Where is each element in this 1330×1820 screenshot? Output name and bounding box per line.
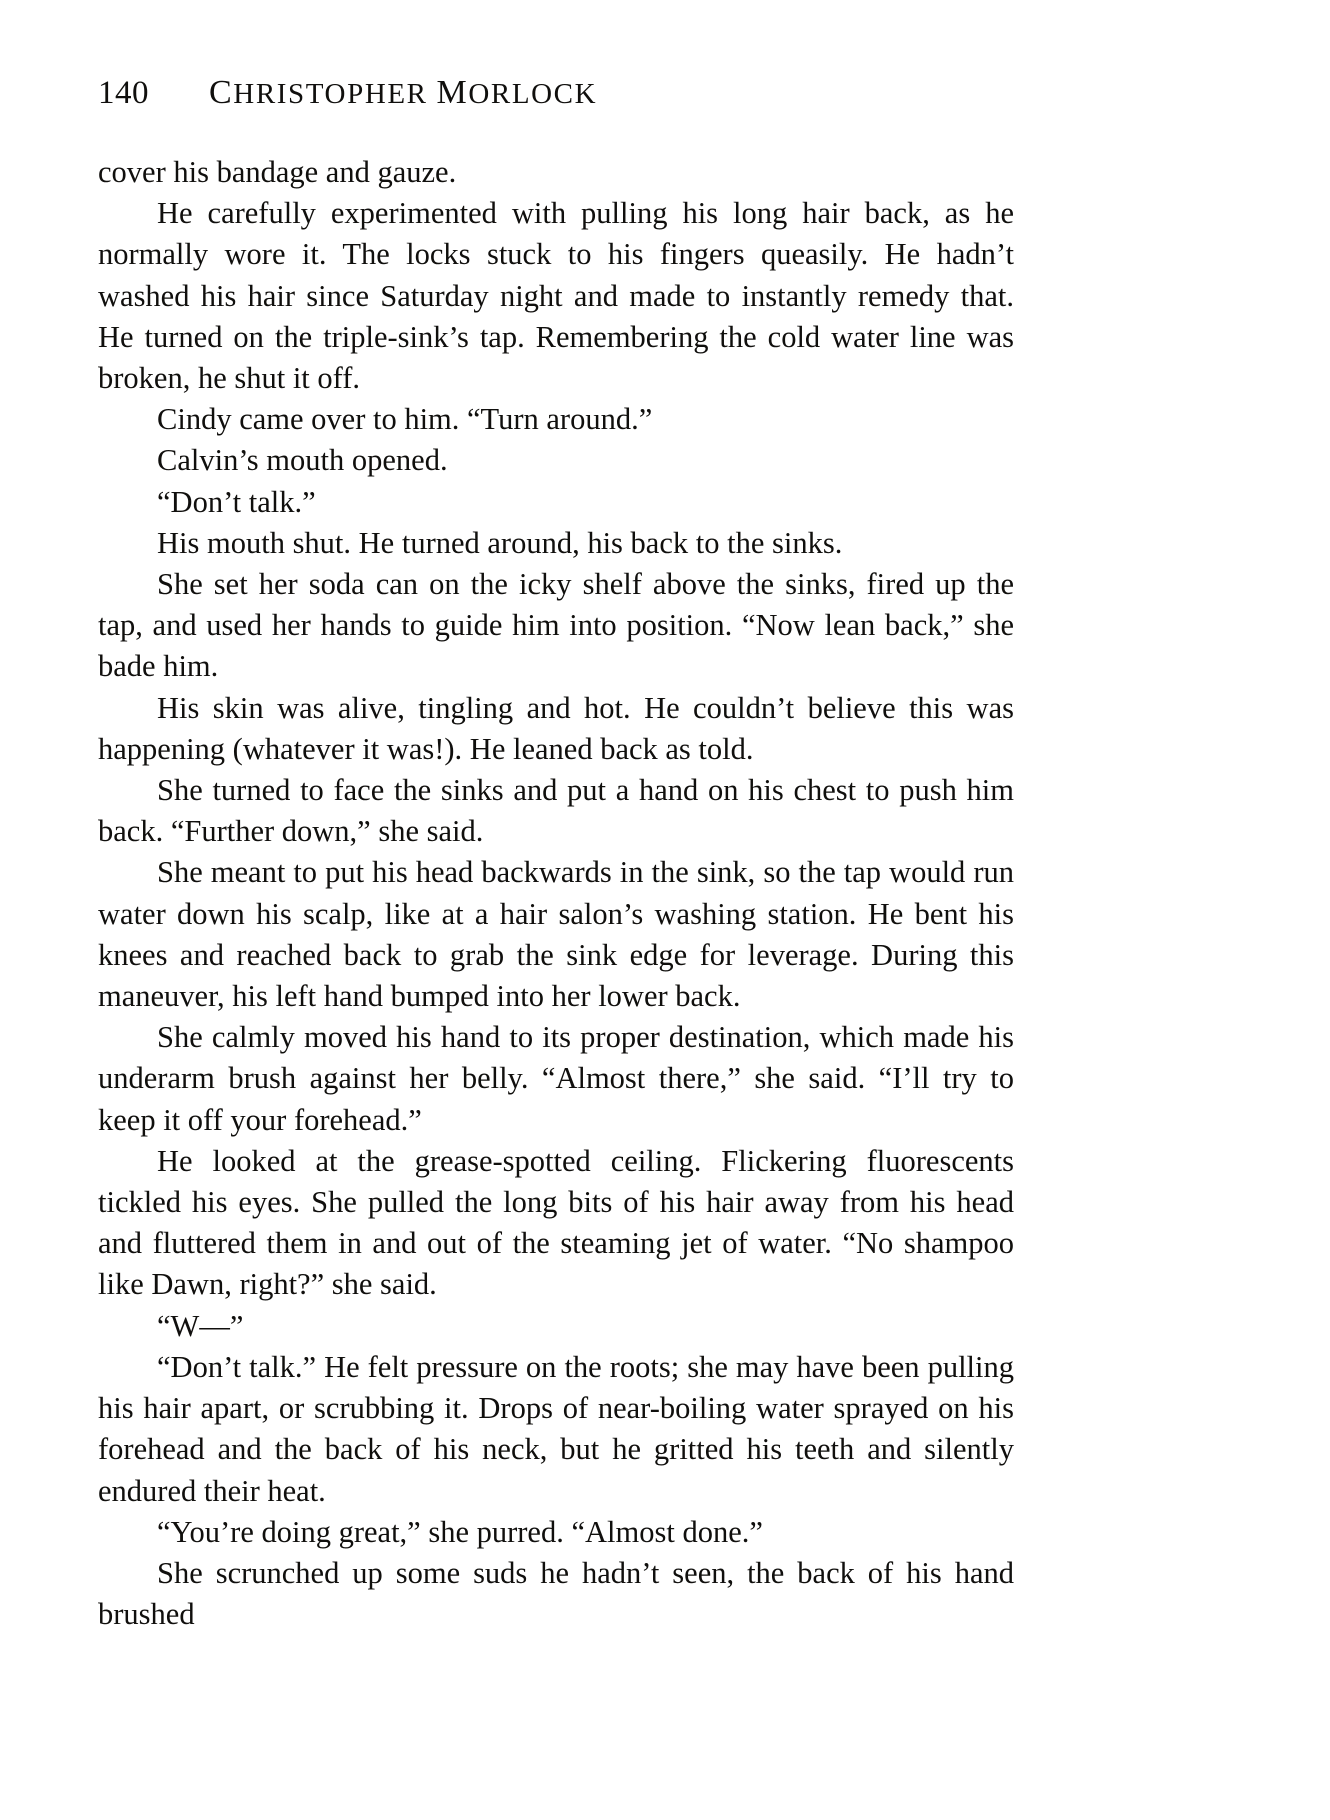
paragraph: “Don’t talk.” — [157, 484, 316, 519]
paragraph: His skin was alive, tingling and hot. He couldn’t believe this was happening (whatever it was!). He leaned back as told. — [98, 690, 1014, 766]
running-head — [98, 74, 1232, 112]
paragraph: “You’re doing great,” she purred. “Almost done.” — [157, 1514, 763, 1549]
paragraph: He carefully experimented with pulling his long hair back, as he normally wore it. The locks stuck to his fingers queasily. He hadn’t washed his hair since Saturday night and made to instantly remedy that. He turned on the triple-sink’s tap. Remembering the cold water line was broken, he shut it off. — [98, 196, 1014, 396]
paragraph: She scrunched up some suds he hadn’t seen, the back of his hand brushed — [98, 1555, 1014, 1632]
body-text — [98, 152, 1014, 1635]
paragraph: Cindy came over to him. “Turn around.” — [157, 402, 653, 437]
paragraph: cover his bandage and gauze. — [98, 155, 457, 189]
paragraph: He looked at the grease-spotted ceiling. Flickering fluorescents tickled his eyes. She pulled the long bits of his hair away from his head and fluttered them in and out of the steaming jet of water. “No shampoo like Dawn, right?” she said. — [98, 1143, 1014, 1302]
paragraph: She meant to put his head backwards in the sink, so the tap would run water down his scalp, like at a hair salon’s washing station. He bent his knees and reached back to grab the sink edge for leverage. During this maneuver, his left hand bumped into her lower back. — [98, 855, 1014, 1014]
paragraph: His mouth shut. He turned around, his back to the sinks. — [157, 525, 843, 560]
paragraph: She set her soda can on the icky shelf above the sinks, fired up the tap, and used her hands to guide him into position. “Now lean back,” she bade him. — [98, 567, 1014, 684]
paragraph: “W—” — [157, 1308, 244, 1343]
page-bottom-edge — [0, 1800, 1330, 1820]
paragraph: “Don’t talk.” He felt pressure on the roots; she may have been pulling his hair apart, or scrubbing it. Drops of near-boiling water sprayed on his forehead and the back of his neck, but he gritted his teeth and silently endured their heat. — [98, 1349, 1014, 1508]
page-number: 140 — [98, 75, 149, 111]
paragraph: She calmly moved his hand to its proper destination, which made his underarm brush against her belly. “Almost there,” she said. “I’ll try to keep it off your forehead.” — [98, 1020, 1014, 1137]
paragraph: She turned to face the sinks and put a hand on his chest to push him back. “Further down,” she said. — [98, 773, 1014, 849]
running-head-author: CHRISTOPHER MORLOCK — [209, 74, 598, 111]
paragraph: Calvin’s mouth opened. — [157, 443, 448, 478]
